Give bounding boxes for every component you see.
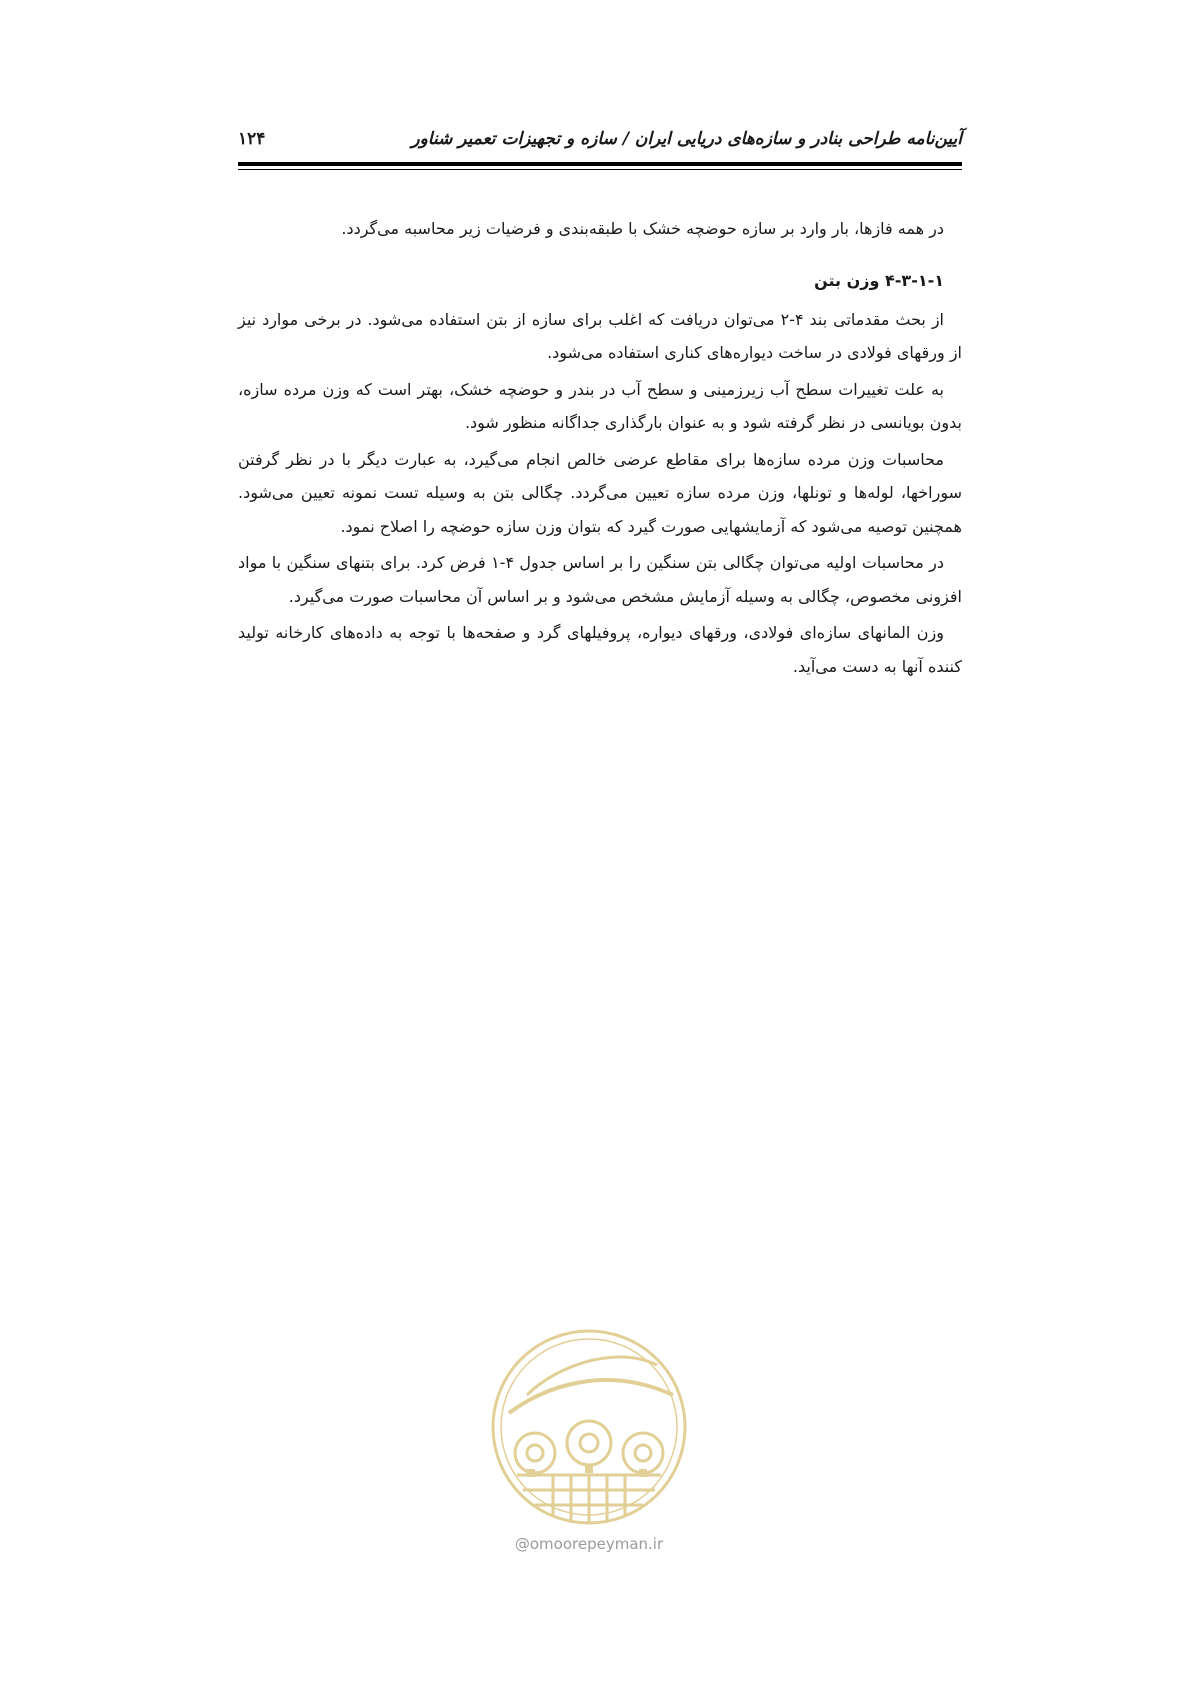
- header-rule-thick: [238, 162, 962, 166]
- body-paragraph: در محاسبات اولیه می‌توان چگالی بتن سنگین را بر اساس جدول ۴-۱ فرض کرد. برای بتنهای سنگین با مواد افزونی مخصوص، چگالی به وسیله آزمایش مشخص می‌شود و بر اساس آن محاسبات صورت می‌گیرد.: [238, 553, 962, 606]
- watermark-url: @omoorepeyman.ir: [514, 1535, 664, 1553]
- header-rule-thin: [238, 169, 962, 170]
- watermark: [487, 1325, 691, 1565]
- body-paragraph: وزن المانهای سازه‌ای فولادی، ورقهای دیواره، پروفیلهای گرد و صفحه‌ها با توجه به داده‌های کارخانه تولید کننده آنها به دست می‌آید.: [238, 623, 962, 676]
- page-body: [238, 212, 962, 686]
- section-heading: ۴-۳-۱-۱ وزن بتن: [814, 270, 944, 290]
- body-paragraph: از بحث مقدماتی بند ۴-۲ می‌توان دریافت که اغلب برای سازه از بتن استفاده می‌شود. در برخی موارد نیز از ورقهای فولادی در ساخت دیواره‌های کناری استفاده می‌شود.: [238, 309, 962, 362]
- running-header-title: آیین‌نامه طراحی بنادر و سازه‌های دریایی ایران / سازه و تجهیزات تعمیر شناور: [411, 129, 962, 149]
- intro-paragraph: در همه فازها، بار وارد بر سازه حوضچه خشک با طبقه‌بندی و فرضیات زیر محاسبه می‌گردد.: [341, 219, 944, 238]
- body-paragraph: به علت تغییرات سطح آب زیرزمینی و سطح آب در بندر و حوضچه خشک، بهتر است که وزن مرده سازه، بدون بویانسی در نظر گرفته شود و به عنوان بارگذاری جداگانه منظور شود.: [238, 379, 962, 432]
- page-number: ۱۲۴: [238, 129, 266, 149]
- watermark-logo-icon: [487, 1325, 691, 1531]
- page-header: [238, 126, 962, 152]
- body-paragraph: محاسبات وزن مرده سازه‌ها برای مقاطع عرضی خالص انجام می‌گیرد، به عبارت دیگر با در نظر گرفتن سوراخها، لوله‌ها و تونلها، وزن مرده سازه تعیین می‌گردد. چگالی بتن به وسیله تست نمونه تعیین می‌شود. همچنین توصیه می‌شود که آزمایشهایی صورت گیرد که بتوان وزن سازه حوضچه را اصلاح نمود.: [238, 449, 962, 536]
